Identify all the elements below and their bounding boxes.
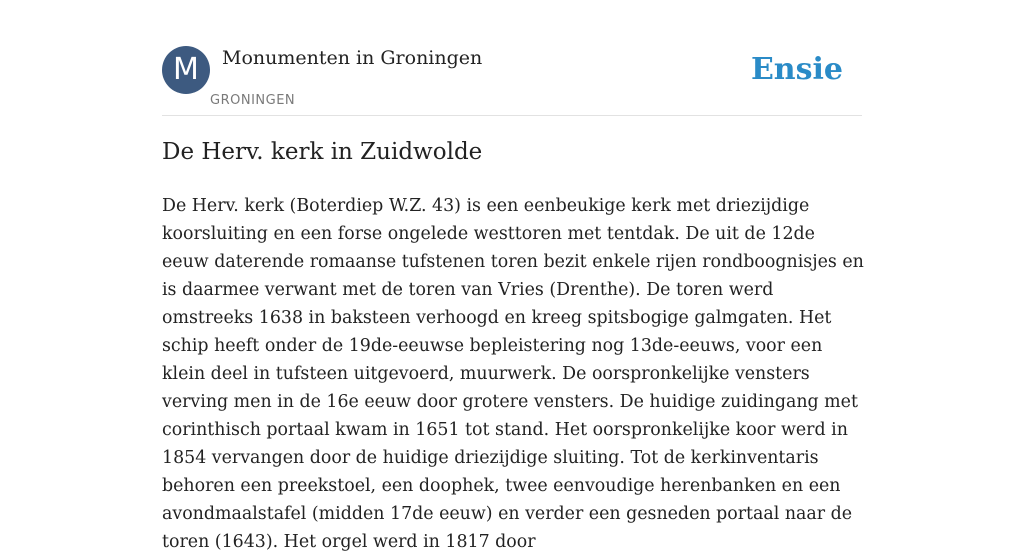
article-body: De Herv. kerk (Boterdiep W.Z. 43) is een eenbeukige kerk met driezijdige koorsluiting en een forse ongelede westtoren met tentdak. De uit de 12de eeuw daterende romaanse tufstenen toren bezit enkele rijen rondboognisjes en is daarmee verwant met de toren van Vries (Drenthe). De toren werd omstreeks 1638 in baksteen verhoogd en kreeg spitsbogige galmgaten. Het schip heeft onder de 19de-eeuwse bepleistering nog 13de-eeuws, voor een klein deel in tufsteen uitgevoerd, muurwerk. De oorspronkelijke vensters verving men in de 16e eeuw door grotere vensters. De huidige zuidingang met corinthisch portaal kwam in 1651 tot stand. Het oorspronkelijke koor werd in 1854 vervangen door de huidige driezijdige sluiting. Tot de kerkinventaris behoren een preekstoel, een doophek, twee eenvoudige herenbanken en een avondmaalstafel (midden 17de eeuw) en verder een gesneden portaal naar de toren (1643). Het orgel werd in 1817 door	[162, 196, 864, 552]
avatar[interactable]: M	[162, 46, 210, 94]
brand-logo[interactable]: Ensie	[750, 52, 843, 87]
category-link[interactable]: GRONINGEN	[210, 93, 296, 108]
header	[162, 46, 862, 116]
book-title-link[interactable]: Monumenten in Groningen	[222, 47, 483, 69]
header-divider	[162, 115, 862, 116]
article-title: De Herv. kerk in Zuidwolde	[162, 139, 483, 165]
